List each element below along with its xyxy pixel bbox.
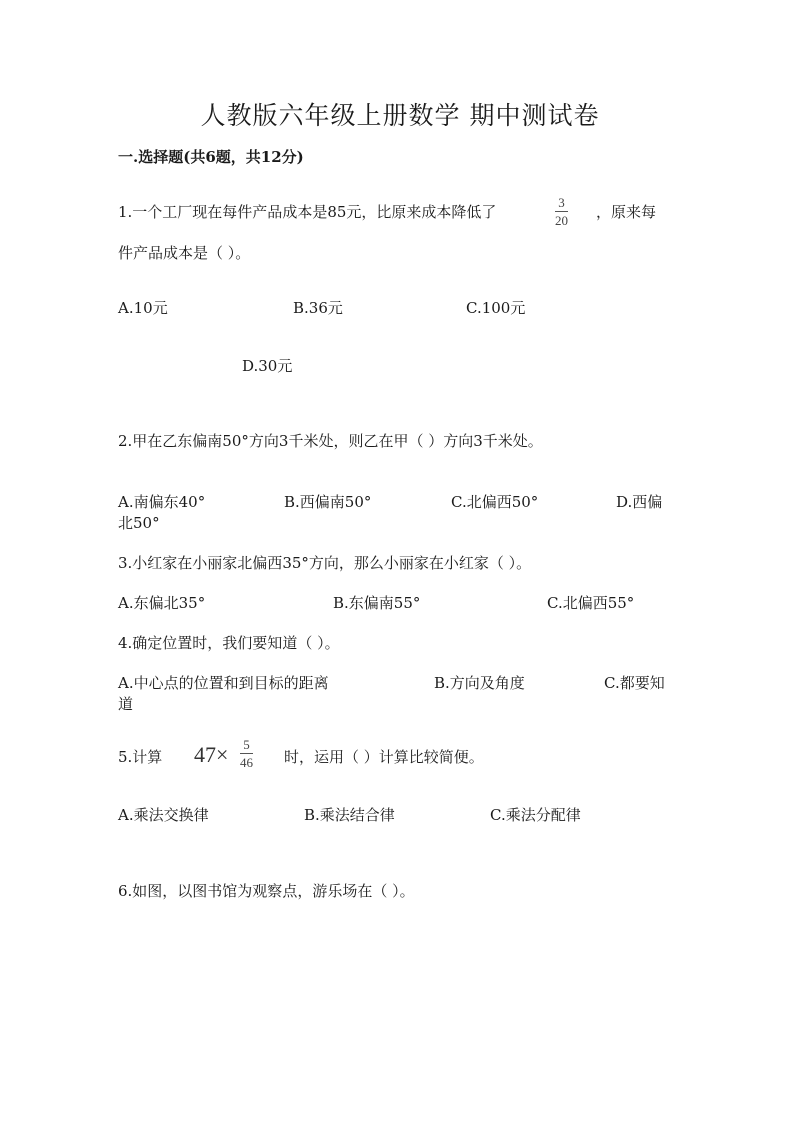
question-4-text: 4.确定位置时，我们要知道（ ）。 [118,634,340,652]
question-4-option-c-wrap: 道 [118,695,134,713]
fraction-bar [240,753,253,754]
question-3-option-c: C.北偏西55° [547,594,635,612]
question-4-option-b: B.方向及角度 [434,674,525,692]
page-title: 人教版六年级上册数学 期中测试卷 [200,101,600,130]
question-2-option-b: B.西偏南50° [284,493,372,511]
fraction-numerator: 3 [558,195,565,210]
question-1-option-d: D.30元 [242,357,293,375]
fraction-denominator: 46 [240,755,253,770]
question-1-line2: 件产品成本是（ ）。 [118,244,251,262]
question-2-option-d-wrap: 北50° [118,514,160,532]
question-5-option-c: C.乘法分配律 [490,806,581,824]
fraction-bar [555,211,568,212]
question-6-text: 6.如图，以图书馆为观察点，游乐场在（ ）。 [118,882,415,900]
question-1-option-a: A.10元 [118,299,168,317]
question-5-option-a: A.乘法交换律 [118,806,209,824]
fraction-denominator: 20 [555,213,568,228]
fraction-numerator: 5 [243,737,250,752]
question-2-option-c: C.北偏西50° [451,493,539,511]
section-heading: 一.选择题(共6题，共12分) [118,148,304,166]
question-1-option-b: B.36元 [293,299,343,317]
question-1-line1: 1.一个工厂现在每件产品成本是85元，比原来成本降低了 [118,203,497,221]
question-5-expression: 47× [194,742,229,767]
question-5-text-end: 时，运用（ ）计算比较简便。 [284,748,484,766]
question-5-text-start: 5.计算 [118,748,163,766]
question-3-option-a: A.东偏北35° [118,594,206,612]
question-2-option-d: D.西偏 [616,493,663,511]
question-4-option-c: C.都要知 [604,674,665,692]
question-3-option-b: B.东偏南55° [333,594,421,612]
question-1-option-c: C.100元 [466,299,526,317]
question-5-option-b: B.乘法结合律 [304,806,395,824]
question-3-text: 3.小红家在小丽家北偏西35°方向，那么小丽家在小红家（ ）。 [118,554,532,572]
question-5-fraction [240,737,253,770]
question-1-line1-end: ，原来每 [596,203,657,221]
question-4-option-a: A.中心点的位置和到目标的距离 [118,674,329,692]
question-2-option-a: A.南偏东40° [118,493,206,511]
question-2-text: 2.甲在乙东偏南50°方向3千米处，则乙在甲（ ）方向3千米处。 [118,432,543,450]
question-1-fraction [555,195,568,228]
